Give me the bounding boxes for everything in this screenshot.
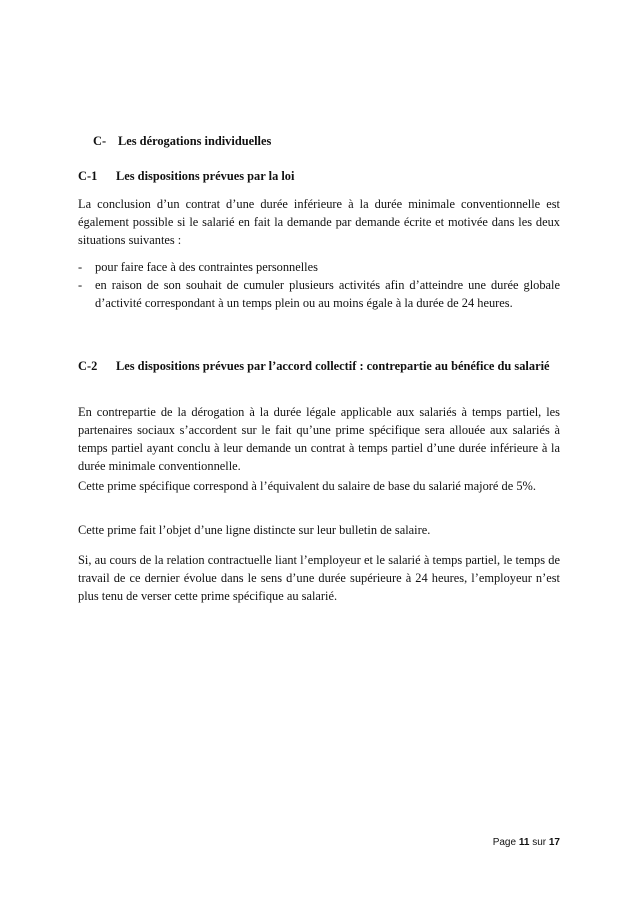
list-item [78,276,560,312]
bullet-dash: - [78,260,83,274]
c1-heading [78,167,560,185]
of-label: sur [532,837,547,848]
section-heading [93,134,271,149]
c2-paragraph-3: Cette prime fait l’objet d’une ligne distincte sur leur bulletin de salaire. [78,523,431,537]
bullet-text: en raison de son souhait de cumuler plusieurs activités afin d’atteindre une durée globale d’activité correspondant à un temps plein ou au moins égale à la durée de 24 heures. [95,278,560,310]
document-page [78,0,560,903]
c1-bullet-list [78,258,560,312]
current-page-number: 11 [518,837,530,848]
section-title: Les dérogations individuelles [118,134,272,148]
total-pages-number: 17 [548,837,560,848]
list-item [78,258,560,276]
page-label: Page [492,837,517,848]
c2-title: Les dispositions prévues par l’accord collectif : contrepartie au bénéfice du salarié [116,359,550,373]
bullet-dash: - [78,278,83,292]
c2-paragraph-1: En contrepartie de la dérogation à la durée légale applicable aux salariés à temps partiel, les partenaires sociaux s’accordent sur le fait qu’une prime spécifique sera allouée aux salariés à temps partiel ayant conclu à leur demande un contrat à temps partiel d’une durée inférieure à la durée minimale conventionnelle. [78,405,560,473]
c2-paragraph-2: Cette prime spécifique correspond à l’équivalent du salaire de base du salarié majoré de 5%. [78,479,536,493]
c1-number: C-1 [78,169,98,183]
section-letter: C- [93,134,107,148]
c1-title: Les dispositions prévues par la loi [116,169,295,183]
bullet-text: pour faire face à des contraintes personnelles [95,260,318,274]
c2-number: C-2 [78,359,98,373]
c2-heading [78,357,560,375]
c1-intro-paragraph: La conclusion d’un contrat d’une durée inférieure à la durée minimale conventionnelle est également possible si le salarié en fait la demande par demande écrite et motivée dans les deux situations suivantes : [78,197,560,247]
c2-paragraph-4: Si, au cours de la relation contractuelle liant l’employeur et le salarié à temps partiel, le temps de travail de ce dernier évolue dans le sens d’une durée supérieure à 24 heures, l’employeur n’est plus tenu de verser cette prime spécifique au salarié. [78,553,560,603]
page-footer [493,837,560,848]
